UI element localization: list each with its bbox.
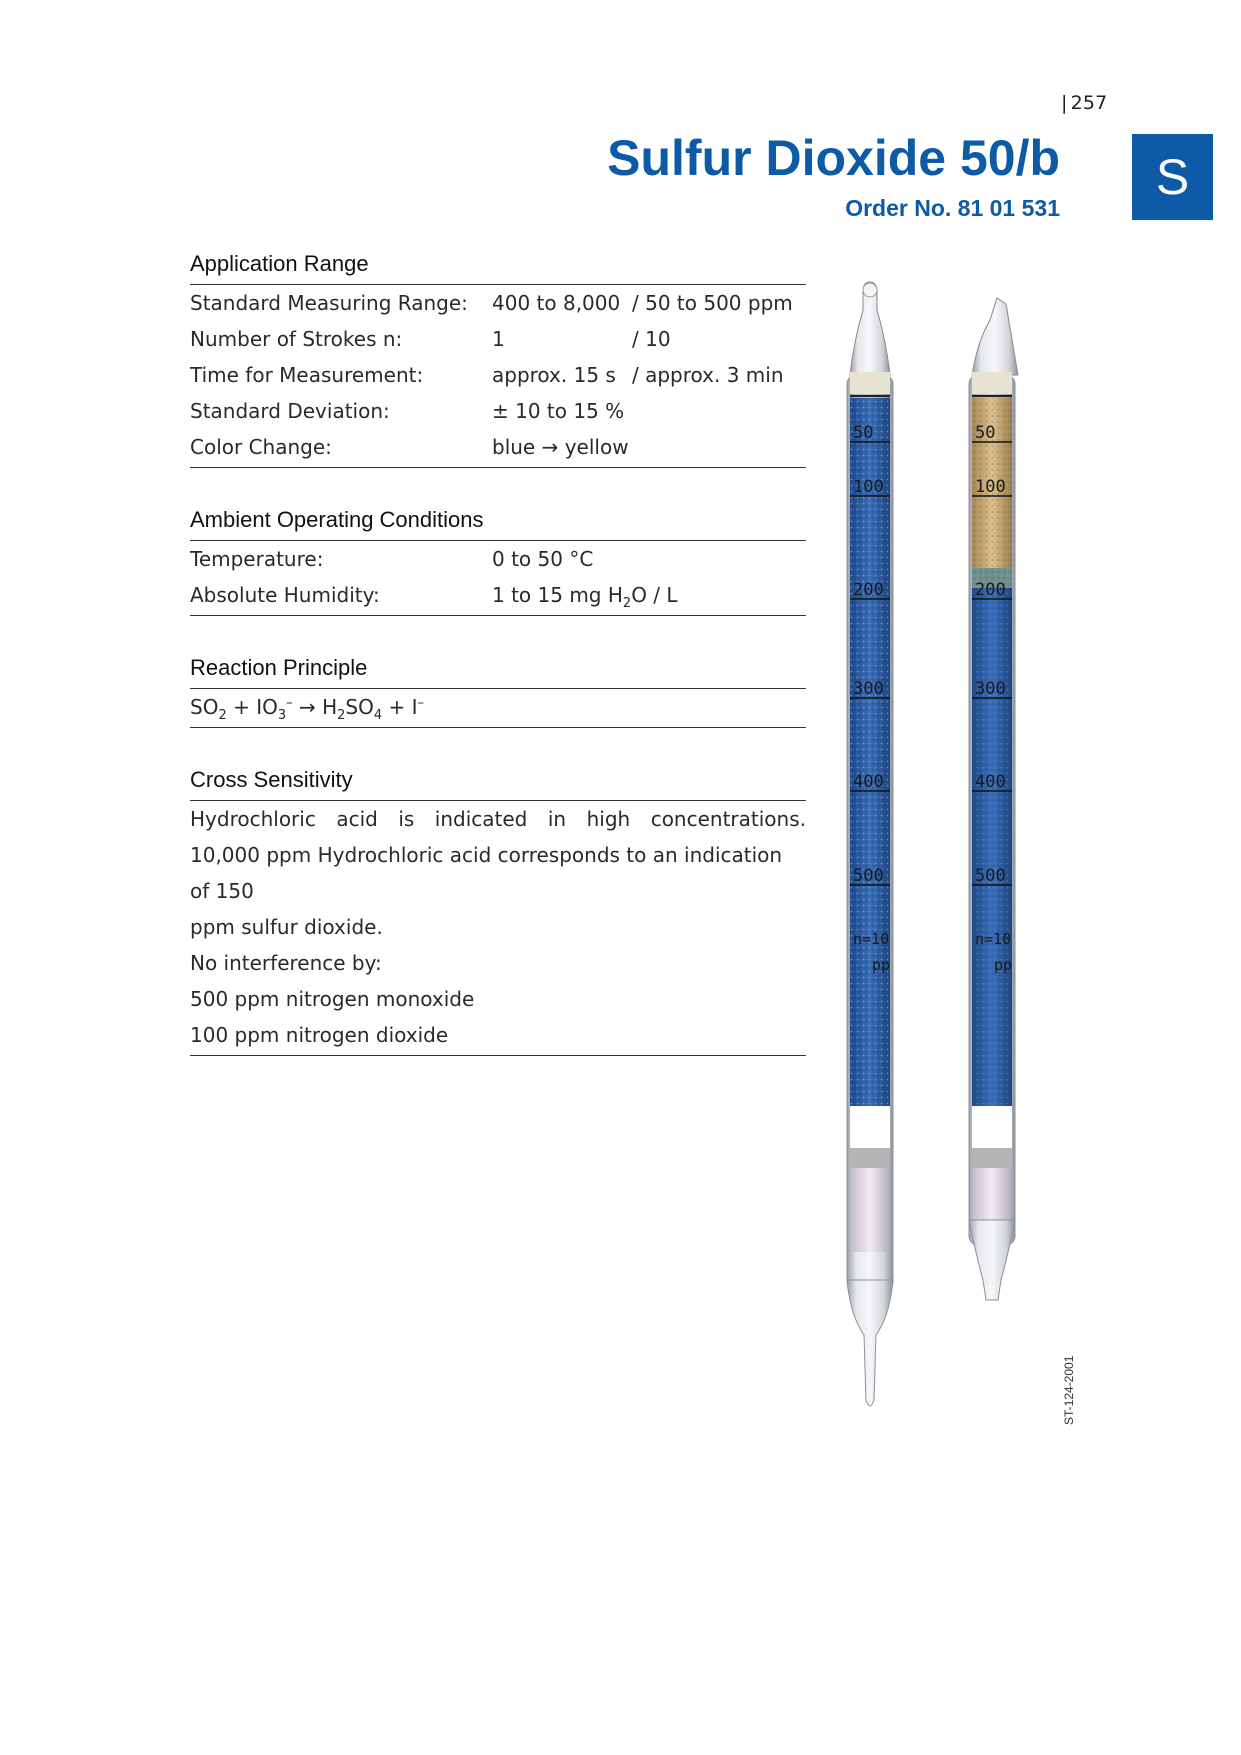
section-heading: Reaction Principle <box>190 654 806 689</box>
section-heading: Ambient Operating Conditions <box>190 506 806 541</box>
scale-label: 400 <box>975 772 1006 792</box>
spec-value-alt: / approx. 3 min <box>632 363 784 387</box>
page-number: | 257 <box>1061 92 1108 114</box>
cross-sensitivity-section <box>190 766 806 1056</box>
page-title: Sulfur Dioxide 50/b <box>607 130 1060 186</box>
tube-unit: pp <box>994 956 1013 974</box>
spec-value-alt: / 10 <box>632 327 671 351</box>
paragraph-line: Hydrochloric acid is indicated in high concentrations. <box>190 807 806 831</box>
spec-table <box>190 285 806 468</box>
detector-tubes-photo <box>820 280 1060 1430</box>
scale-label: 50 <box>975 423 996 443</box>
spec-row <box>190 285 806 321</box>
cross-sensitivity-text <box>190 801 806 1056</box>
spec-label: Number of Strokes n: <box>190 327 403 351</box>
spec-label: Temperature: <box>190 547 324 571</box>
paragraph-line: No interference by: <box>190 951 382 975</box>
tube-marking: n=10 <box>975 930 1012 948</box>
spec-row <box>190 357 806 393</box>
tube-unit: pp <box>872 956 891 974</box>
spec-value: 400 to 8,000 <box>492 291 621 315</box>
scale-label: 400 <box>853 772 884 792</box>
spec-row <box>190 393 806 429</box>
spec-label: Standard Deviation: <box>190 399 390 423</box>
spec-row <box>190 321 806 357</box>
used-tube <box>969 298 1018 1300</box>
ambient-conditions-section <box>190 506 806 616</box>
scale-label: 100 <box>853 477 884 497</box>
section-tab: S <box>1132 134 1213 220</box>
spec-row <box>190 541 806 577</box>
application-range-section <box>190 250 806 468</box>
spec-value: approx. 15 s <box>492 363 616 387</box>
section-heading: Cross Sensitivity <box>190 766 806 801</box>
spec-label: Color Change: <box>190 435 332 459</box>
spec-value: 1 to 15 mg $H_2O$ / L <box>492 583 678 611</box>
spec-table <box>190 541 806 616</box>
spec-value-alt: / 50 to 500 ppm <box>632 291 793 315</box>
main-content <box>190 250 806 1094</box>
paragraph-line: 500 ppm nitrogen monoxide <box>190 987 475 1011</box>
spec-label: Standard Measuring Range: <box>190 291 468 315</box>
paragraph-line: ppm sulfur dioxide. <box>190 915 383 939</box>
scale-label: 300 <box>853 679 884 699</box>
scale-label: 200 <box>975 580 1006 600</box>
spec-label: Absolute Humidity: <box>190 583 380 607</box>
order-number: Order No. 81 01 531 <box>845 195 1060 221</box>
tube-marking: n=10 <box>853 930 890 948</box>
spec-value-alt <box>632 393 806 429</box>
paragraph-line: 10,000 ppm Hydrochloric acid corresponds to an indication of 150 <box>190 843 783 903</box>
scale-label: 500 <box>853 866 884 886</box>
unused-tube <box>847 282 893 1406</box>
reaction-equation: $SO_2 + IO_3^- \to H_2SO_4 + I^-$ <box>190 689 806 728</box>
spec-value: 0 to 50 °C <box>492 547 594 571</box>
paragraph-line: 100 ppm nitrogen dioxide <box>190 1023 449 1047</box>
scale-label: 300 <box>975 679 1006 699</box>
spec-value-alt <box>632 429 806 465</box>
reaction-principle-section <box>190 654 806 728</box>
spec-row <box>190 429 806 465</box>
spec-value: blue → yellow <box>492 435 629 459</box>
spec-value: ± 10 to 15 % <box>492 399 625 423</box>
scale-label: 100 <box>975 477 1006 497</box>
spec-label: Time for Measurement: <box>190 363 424 387</box>
spec-row <box>190 577 806 613</box>
scale-label: 50 <box>853 423 874 443</box>
photo-code: ST-124-2001 <box>1062 1355 1076 1425</box>
spec-value: 1 <box>492 327 505 351</box>
scale-label: 500 <box>975 866 1006 886</box>
section-heading: Application Range <box>190 250 806 285</box>
scale-label: 200 <box>853 580 884 600</box>
